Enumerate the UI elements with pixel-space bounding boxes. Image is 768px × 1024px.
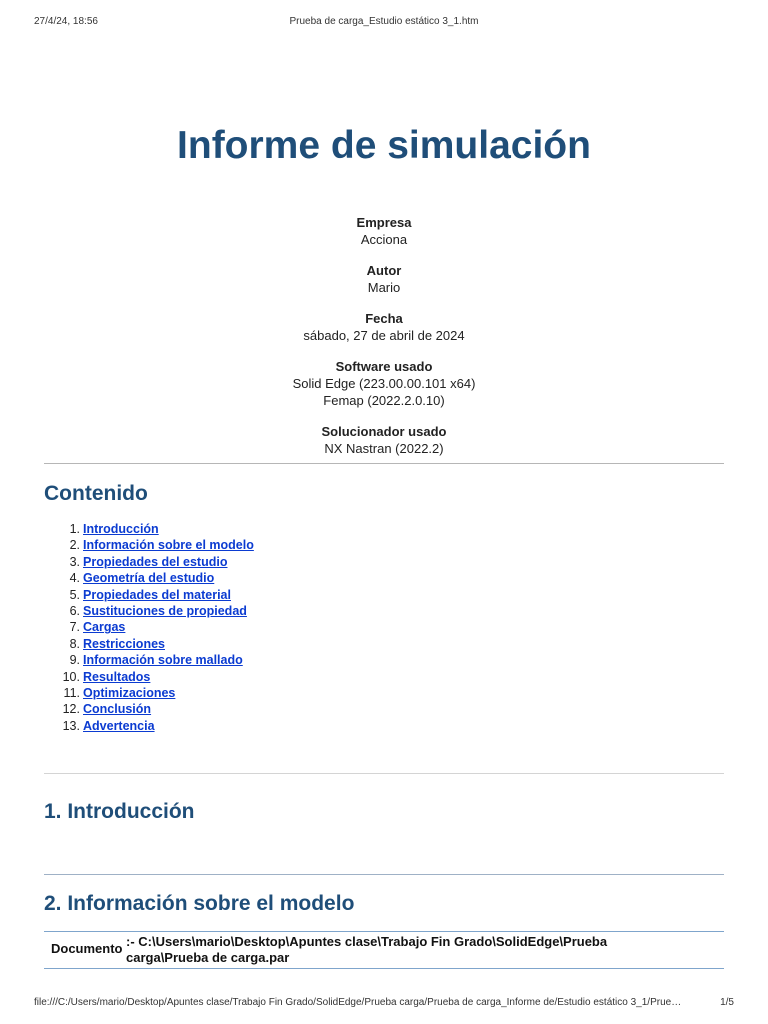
toc-number: 4. (69, 571, 80, 586)
toc-link-sustituciones-propiedad[interactable]: Sustituciones de propiedad (83, 603, 247, 618)
meta-solver (44, 423, 724, 457)
meta-author (44, 262, 724, 296)
toc-number: 12. (62, 702, 80, 717)
print-page-number: 1/5 (720, 997, 734, 1008)
meta-date (44, 310, 724, 344)
print-date: 27/4/24, 18:56 (34, 16, 98, 27)
toc-number: 2. (69, 538, 80, 553)
toc-item (44, 718, 254, 734)
toc-link-informacion-modelo[interactable]: Información sobre el modelo (83, 538, 254, 553)
toc-link-advertencia[interactable]: Advertencia (83, 718, 155, 733)
meta-software (44, 358, 724, 409)
toc-item (44, 636, 254, 652)
toc-number: 13. (62, 718, 80, 733)
print-document-title: Prueba de carga_Estudio estático 3_1.htm (289, 16, 479, 27)
table-of-contents (44, 521, 254, 734)
model-table-header: Documento (51, 941, 123, 956)
toc-number: 5. (69, 587, 80, 602)
meta-software-value-2: Femap (2022.2.0.10) (323, 393, 445, 408)
meta-solver-value: NX Nastran (2022.2) (324, 441, 444, 456)
meta-company (44, 214, 724, 248)
section-introduccion-title: 1. Introducción (44, 800, 195, 823)
toc-link-conclusion[interactable]: Conclusión (83, 702, 152, 717)
meta-author-label: Autor (366, 263, 402, 278)
print-header (34, 16, 734, 30)
toc-link-optimizaciones[interactable]: Optimizaciones (83, 685, 176, 700)
toc-item (44, 603, 254, 619)
toc-number: 8. (69, 636, 80, 651)
toc-item (44, 521, 254, 537)
meta-date-label: Fecha (365, 311, 403, 326)
toc-item (44, 669, 254, 685)
meta-solver-label: Solucionador usado (321, 424, 447, 439)
model-info-table (44, 931, 724, 969)
meta-software-value-1: Solid Edge (223.00.00.101 x64) (292, 376, 476, 391)
meta-date-value: sábado, 27 de abril de 2024 (303, 328, 465, 343)
toc-item (44, 701, 254, 717)
toc-number: 7. (69, 620, 80, 635)
section-modelo-title: 2. Información sobre el modelo (44, 892, 355, 915)
report-title: Informe de simulación (177, 124, 591, 167)
divider (44, 773, 724, 774)
toc-item (44, 652, 254, 668)
meta-software-label: Software usado (335, 359, 433, 374)
toc-number: 6. (69, 603, 80, 618)
print-file-path: file:///C:/Users/mario/Desktop/Apuntes clase/Trabajo Fin Grado/SolidEdge/Prueba carga/Prueba de carga_Informe de/Estudio estático 3_1/Prue… (34, 997, 682, 1008)
contents-heading: Contenido (44, 482, 148, 505)
divider (44, 874, 724, 875)
toc-item (44, 619, 254, 635)
toc-link-introduccion[interactable]: Introducción (83, 522, 159, 536)
toc-link-propiedades-material[interactable]: Propiedades del material (83, 587, 231, 602)
toc-link-geometria-estudio[interactable]: Geometría del estudio (83, 571, 215, 586)
meta-company-value: Acciona (360, 232, 408, 247)
toc-number: 9. (69, 653, 80, 668)
toc-link-restricciones[interactable]: Restricciones (83, 636, 165, 651)
divider (44, 463, 724, 464)
toc-number: 11. (63, 685, 80, 700)
toc-item (44, 685, 254, 701)
model-table-document-path: :- C:\Users\mario\Desktop\Apuntes clase\Trabajo Fin Grado\SolidEdge\Prueba carga\Prueba de carga.par (126, 934, 608, 965)
toc-link-propiedades-estudio[interactable]: Propiedades del estudio (83, 554, 228, 569)
toc-link-cargas[interactable]: Cargas (83, 620, 126, 635)
toc-link-resultados[interactable]: Resultados (83, 669, 151, 684)
toc-number: 1. (69, 522, 80, 536)
print-footer (34, 997, 734, 1011)
report-metadata (44, 214, 724, 471)
toc-number: 10. (62, 669, 80, 684)
meta-company-label: Empresa (356, 215, 412, 230)
toc-number: 3. (69, 554, 80, 569)
toc-link-informacion-mallado[interactable]: Información sobre mallado (83, 653, 243, 668)
toc-item (44, 570, 254, 586)
toc-item (44, 587, 254, 603)
toc-item (44, 537, 254, 553)
toc-item (44, 554, 254, 570)
meta-author-value: Mario (367, 280, 401, 295)
